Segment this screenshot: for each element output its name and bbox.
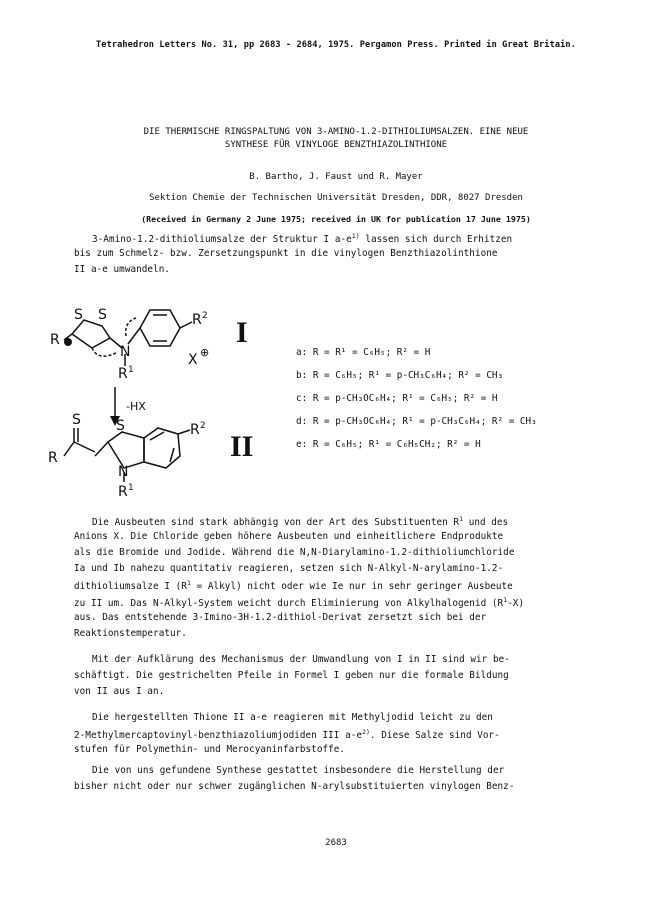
svg-text:R: R [118,484,128,500]
svg-text:S: S [74,307,83,323]
svg-text:1: 1 [128,483,134,493]
svg-text:R: R [118,366,128,382]
svg-text:R: R [48,450,58,466]
svg-text:N: N [120,344,131,360]
p2-line-1: Mit der Aufklärung des Mechanismus der Umwandlung von I in II sind wir be- [92,654,510,665]
svg-text:⊕: ⊕ [200,346,210,359]
p1-line-4: Ia und Ib nahezu quantitativ reagieren, setzen sich N-Alkyl-N-arylamino-1.2- [74,563,504,574]
svg-text:R: R [190,422,200,438]
substituent-c: c: R = p-CH₃OC₆H₄; R¹ = C₆H₅; R² = H [296,393,498,404]
p3-line-1: Die hergestellten Thione II a-e reagieren mit Methyljodid leicht zu den [92,712,493,723]
title-line-2: SYNTHESE FÜR VINYLOGE BENZTHIAZOLINTHIONE [224,140,448,150]
svg-text:-HX: -HX [126,400,146,413]
charge-dot [64,338,72,346]
svg-text:S: S [116,418,125,434]
intro-line-3: II a-e umwandeln. [74,264,171,275]
svg-text:2: 2 [202,311,208,321]
intro-line-2: bis zum Schmelz- bzw. Zersetzungspunkt in die vinylogen Benzthiazolinthione [74,248,498,259]
p3-line-3: stufen für Polymethin- und Merocyaninfarbstoffe. [74,744,346,755]
dashed-arrow-1 [92,348,118,356]
intro-line-1: 3-Amino-1.2-dithioliumsalze der Struktur I $a-e^{1)}$ lassen sich durch Erhitzen [92,232,513,246]
p1-line-1: Die Ausbeuten sind stark abhängig von der Art des Substituenten $R^1$ und des [92,515,509,529]
p3-line-2: 2-Methylmercaptovinyl-benzthiazoliumjodiden III $a-e^{2)}$. Diese Salze sind Vor- [74,728,500,742]
p2-line-2: schäftigt. Die gestrichelten Pfeile in Formel I geben nur die formale Bildung [74,670,509,681]
svg-text:1: 1 [128,365,134,375]
page-number: 2683 [325,838,347,848]
p2-line-3: von II aus I an. [74,686,165,697]
p1-line-8: Reaktionstemperatur. [74,628,187,639]
p4-line-2: bisher nicht oder nur schwer zugänglichen N-arylsubstituierten vinylogen Benz- [74,781,515,792]
p1-line-7: aus. Das entstehende 3-Imino-3H-1.2-dithiol-Derivat zersetzt sich bei der [74,612,487,623]
svg-text:2: 2 [200,421,206,431]
journal-header: Tetrahedron Letters No. 31, pp 2683 - 2684, 1975. Pergamon Press. Printed in Great Britain. [96,40,576,50]
p1-line-5: dithioliumsalze I ($R^1$ = Alkyl) nicht oder wie Ie nur in sehr geringer Ausbeute [74,579,513,593]
substituent-d: d: R = p-CH₃OC₆H₄; R¹ = p-CH₃C₆H₄; R² = CH₃ [296,416,537,427]
received-dates: (Received in Germany 2 June 1975; received in UK for publication 17 June 1975) [141,214,531,224]
svg-text:N: N [118,464,129,480]
substituent-a: a: R = R¹ = C₆H₅; R² = H [296,347,431,358]
dithiolium-ring [72,320,110,348]
svg-text:X: X [188,352,198,368]
p1-line-6: zu II um. Das N-Alkyl-System weicht durch Eliminierung von Alkylhalogenid $(R^1-X)$ [74,596,525,610]
p4-line-1: Die von uns gefundene Synthese gestattet insbesondere die Herstellung der [92,765,505,776]
reaction-scheme [40,292,300,507]
svg-text:R: R [50,332,60,348]
authors: B. Bartho, J. Faust und R. Mayer [249,172,423,182]
thiazole-ring [108,432,144,468]
p1-line-3: als die Bromide und Jodide. Während die N,N-Diarylamino-1.2-dithioliumchloride [74,547,515,558]
affiliation: Sektion Chemie der Technischen Universität Dresden, DDR, 8027 Dresden [149,193,523,203]
svg-text:R: R [192,312,202,328]
substituent-b: b: R = C₆H₅; R¹ = p-CH₃C₆H₄; R² = CH₃ [296,370,504,381]
svg-text:S: S [98,307,107,323]
title-line-1: DIE THERMISCHE RINGSPALTUNG VON 3-AMINO-1.2-DITHIOLIUMSALZEN. EINE NEUE [143,127,529,137]
compound-label-I: I [236,316,248,349]
compound-label-II: II [230,430,254,463]
substituent-e: e: R = C₆H₅; R¹ = C₆H₅CH₂; R² = H [296,439,481,450]
p1-line-2: Anions X. Die Chloride geben höhere Ausbeuten und einheitlichere Endprodukte [74,531,504,542]
svg-text:S: S [72,412,81,428]
dashed-arrow-2 [126,318,136,336]
